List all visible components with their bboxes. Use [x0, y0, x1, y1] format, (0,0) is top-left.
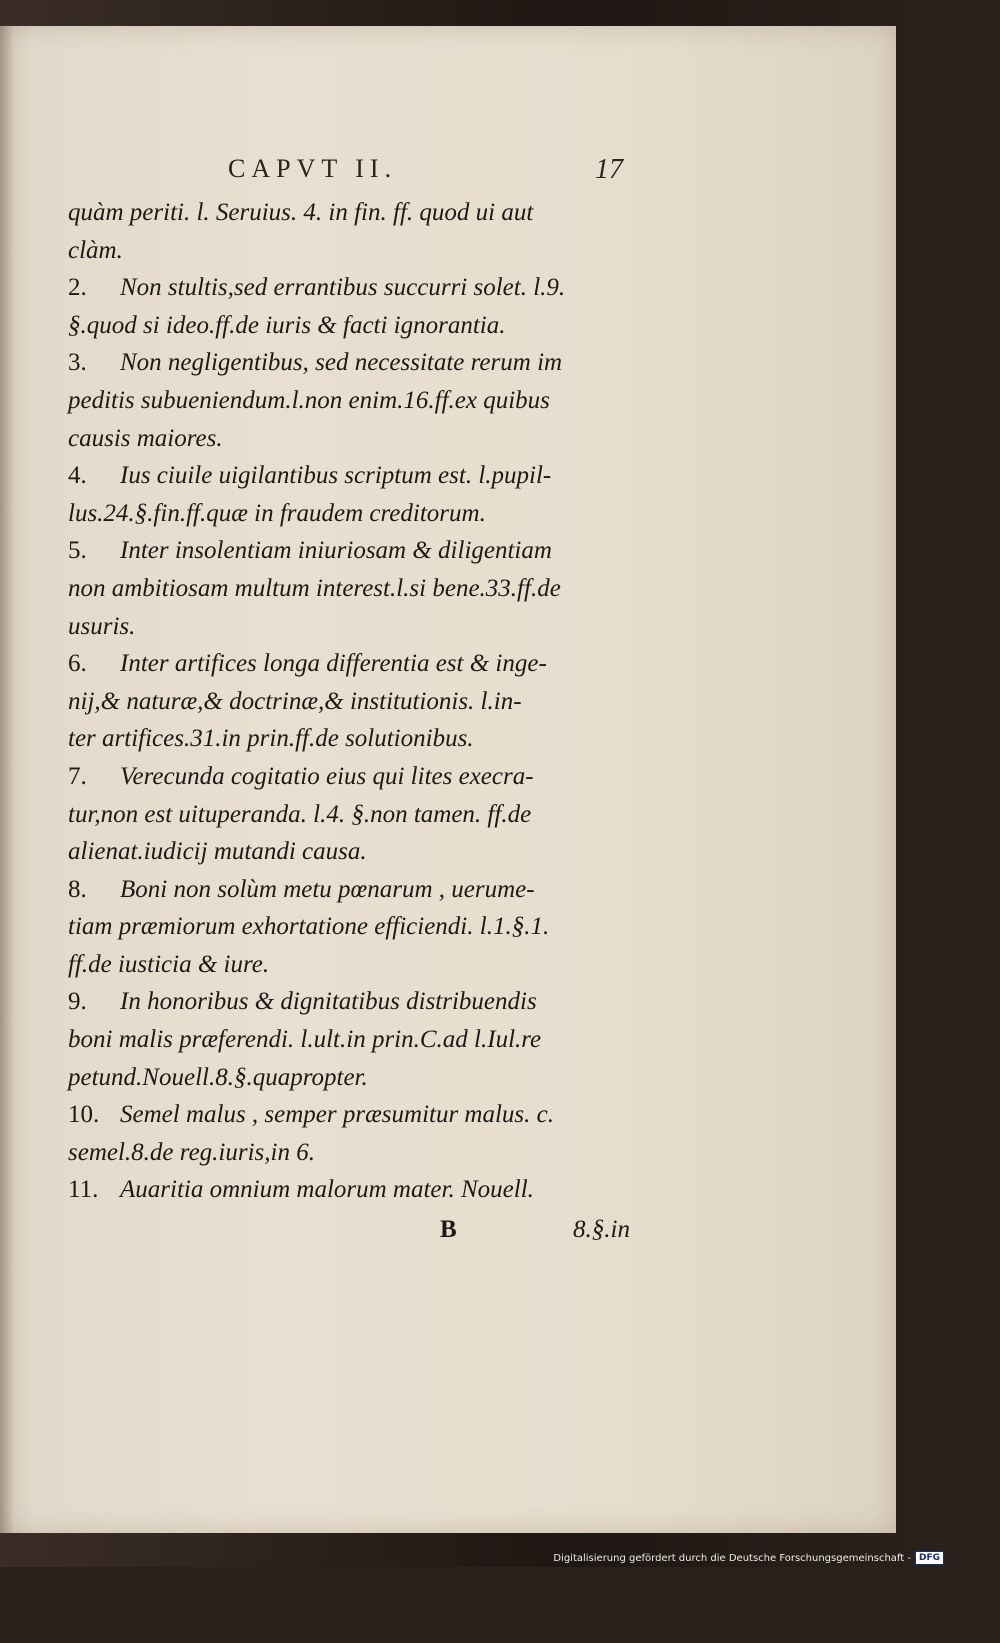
- text-line: [68, 908, 628, 946]
- item-number: 10.: [68, 1101, 100, 1129]
- signature-mark: B: [440, 1216, 457, 1243]
- text-line: [68, 382, 628, 420]
- text-line: [68, 983, 628, 1021]
- line-text: Non stultis,sed errantibus succurri solet. l.9.: [120, 274, 566, 302]
- line-text: peditis subueniendum.l.non enim.16.ff.ex quibus: [68, 386, 550, 414]
- line-text: nij,& naturæ,& doctrinæ,& institutionis. l.in-: [68, 687, 522, 715]
- text-line: [68, 1134, 628, 1172]
- text-line: [68, 1021, 628, 1059]
- text-line: [68, 1096, 628, 1134]
- text-line: [68, 871, 628, 909]
- line-text: Boni non solùm metu pœnarum , uerume-: [120, 875, 535, 903]
- text-line: [68, 833, 628, 871]
- text-line: [68, 758, 628, 796]
- item-number: 2.: [68, 274, 87, 302]
- item-number: 9.: [68, 988, 87, 1016]
- credit-text: Digitalisierung gefördert durch die Deutsche Forschungsgemeinschaft -: [553, 1552, 911, 1564]
- line-text: Ius ciuile uigilantibus scriptum est. l.pupil-: [120, 462, 552, 490]
- item-number: 5.: [68, 537, 87, 565]
- line-text: lus.24.§.fin.ff.quæ in fraudem creditorum.: [68, 499, 486, 527]
- text-line: [68, 946, 628, 984]
- text-line: [68, 720, 628, 758]
- line-text: Inter artifices longa differentia est & inge-: [120, 650, 547, 678]
- line-text: non ambitiosam multum interest.l.si bene.33.ff.de: [68, 574, 561, 602]
- text-line: [68, 194, 628, 232]
- text-line: [68, 232, 628, 270]
- text-block: [68, 194, 628, 1209]
- item-number: 11.: [68, 1176, 99, 1204]
- item-number: 4.: [68, 462, 87, 490]
- text-line: [68, 608, 628, 646]
- digitization-credit: [553, 1550, 944, 1566]
- line-text: In honoribus & dignitatibus distribuendis: [120, 988, 537, 1016]
- item-number: 3.: [68, 349, 87, 377]
- page-number: 17: [595, 154, 623, 185]
- text-line: [68, 796, 628, 834]
- line-text: Verecunda cogitatio eius qui lites execra-: [120, 762, 534, 790]
- dfg-logo: DFG: [915, 1551, 944, 1565]
- line-text: Non negligentibus, sed necessitate rerum im: [120, 349, 563, 377]
- line-text: clàm.: [68, 236, 123, 264]
- text-line: [68, 269, 628, 307]
- item-number: 8.: [68, 875, 87, 903]
- line-text: alienat.iudicij mutandi causa.: [68, 838, 367, 866]
- line-text: §.quod si ideo.ff.de iuris & facti ignorantia.: [68, 311, 506, 339]
- line-text: quàm periti. l. Seruius. 4. in fin. ff. quod ui aut: [68, 199, 534, 226]
- text-line: [68, 457, 628, 495]
- line-text: tiam præmiorum exhortatione efficiendi. l.1.§.1.: [68, 913, 550, 941]
- page-gutter-shadow: [0, 26, 14, 1533]
- text-line: [68, 495, 628, 533]
- line-text: Inter insolentiam iniuriosam & diligentiam: [120, 537, 552, 565]
- book-page: [0, 26, 896, 1533]
- line-text: Semel malus , semper præsumitur malus. c.: [120, 1101, 555, 1129]
- line-text: ff.de iusticia & iure.: [68, 950, 270, 978]
- running-head: [228, 154, 623, 190]
- text-line: [68, 532, 628, 570]
- text-line: [68, 420, 628, 458]
- line-text: causis maiores.: [68, 424, 223, 452]
- item-number: 6.: [68, 650, 87, 678]
- line-text: petund.Nouell.8.§.quapropter.: [68, 1063, 368, 1091]
- text-line: [68, 344, 628, 382]
- text-line: [68, 307, 628, 345]
- catch-line: [440, 1216, 630, 1252]
- line-text: tur,non est uituperanda. l.4. §.non tamen. ff.de: [68, 800, 532, 828]
- text-line: [68, 645, 628, 683]
- text-line: [68, 1171, 628, 1209]
- line-text: semel.8.de reg.iuris,in 6.: [68, 1138, 315, 1166]
- line-text: Auaritia omnium malorum mater. Nouell.: [120, 1176, 534, 1204]
- text-line: [68, 683, 628, 721]
- text-line: [68, 570, 628, 608]
- line-text: boni malis præferendi. l.ult.in prin.C.ad l.Iul.re: [68, 1026, 542, 1054]
- catchword: 8.§.in: [573, 1216, 630, 1243]
- line-text: ter artifices.31.in prin.ff.de solutionibus.: [68, 725, 474, 753]
- item-number: 7.: [68, 762, 87, 790]
- running-title: CAPVT II.: [228, 154, 398, 183]
- text-line: [68, 1059, 628, 1097]
- line-text: usuris.: [68, 612, 136, 640]
